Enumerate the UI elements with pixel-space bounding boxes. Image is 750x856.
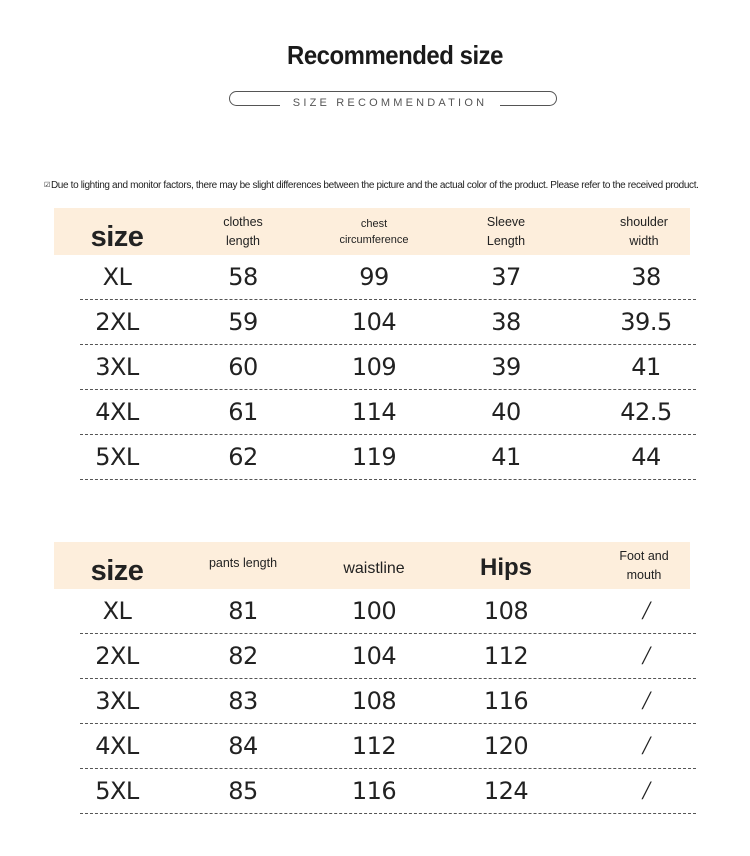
page-subtitle: SIZE RECOMMENDATION	[280, 97, 500, 109]
value-cell: 62	[228, 443, 258, 471]
value-cell: 104	[351, 308, 397, 336]
value-cell: 84	[228, 732, 258, 760]
size-cell: 4XL	[95, 732, 139, 760]
value-cell: 82	[228, 642, 258, 670]
value-cell: 109	[351, 353, 397, 381]
value-cell: 112	[351, 732, 397, 760]
table-row	[80, 255, 696, 300]
header-label: clothes length	[223, 214, 263, 248]
top-size-table	[54, 208, 690, 480]
value-cell: 85	[228, 777, 258, 805]
table-row	[80, 724, 696, 769]
header-hips	[456, 542, 556, 589]
value-cell: 59	[228, 308, 258, 336]
header-waistline	[324, 542, 424, 589]
header-label: Hips	[479, 554, 532, 581]
value-cell: 42.5	[620, 398, 672, 426]
header-size: size	[90, 221, 144, 253]
table-row	[80, 435, 696, 480]
header-label: pants length	[208, 556, 278, 570]
header-foot-and-mouth	[594, 542, 694, 589]
header-label: shoulder width	[620, 214, 668, 248]
value-cell: /	[642, 641, 650, 670]
value-cell: 108	[351, 687, 397, 715]
value-cell: 116	[483, 687, 529, 715]
header-sleeve-length	[456, 208, 556, 255]
page-title: Recommended size	[287, 40, 503, 70]
value-cell: 38	[491, 308, 521, 336]
table-row	[80, 634, 696, 679]
header-label: Sleeve Length	[486, 214, 526, 248]
value-cell: 100	[351, 597, 397, 625]
table-header	[54, 542, 690, 589]
value-cell: 119	[351, 443, 397, 471]
table-row	[80, 345, 696, 390]
value-cell: 39.5	[620, 308, 672, 336]
checkbox-icon: ☑	[44, 182, 50, 189]
value-cell: 108	[483, 597, 529, 625]
table-row	[80, 589, 696, 634]
value-cell: 60	[228, 353, 258, 381]
size-cell: 4XL	[95, 398, 139, 426]
value-cell: 41	[491, 443, 521, 471]
header-label: Foot and mouth	[619, 548, 669, 582]
value-cell: 39	[491, 353, 521, 381]
table-row	[80, 300, 696, 345]
header-label: chest circumference	[339, 217, 409, 246]
size-cell: 2XL	[95, 642, 139, 670]
size-cell: 3XL	[95, 687, 139, 715]
value-cell: 116	[351, 777, 397, 805]
size-cell: 2XL	[95, 308, 139, 336]
table-row	[80, 390, 696, 435]
table-header	[54, 208, 690, 255]
value-cell: 61	[228, 398, 258, 426]
header-chest-circumference	[324, 208, 424, 255]
value-cell: /	[642, 776, 650, 805]
value-cell: 81	[228, 597, 258, 625]
value-cell: 114	[351, 398, 397, 426]
value-cell: 40	[491, 398, 521, 426]
header-size: size	[90, 555, 144, 587]
size-cell: 5XL	[95, 443, 139, 471]
table-row	[80, 679, 696, 724]
size-cell: 5XL	[95, 777, 139, 805]
value-cell: 124	[483, 777, 529, 805]
value-cell: 120	[483, 732, 529, 760]
disclaimer-text: Due to lighting and monitor factors, there may be slight differences between the picture and the actual color of the product. Please refer to the received product.	[50, 180, 699, 191]
value-cell: 41	[631, 353, 661, 381]
value-cell: 112	[483, 642, 529, 670]
size-cell: 3XL	[95, 353, 139, 381]
table-row	[80, 769, 696, 814]
header-shoulder-width	[594, 208, 694, 255]
value-cell: 83	[228, 687, 258, 715]
value-cell: 44	[631, 443, 661, 471]
value-cell: 104	[351, 642, 397, 670]
color-disclaimer-note	[44, 180, 709, 191]
value-cell: 38	[631, 263, 661, 291]
value-cell: /	[642, 596, 650, 625]
header-clothes-length	[193, 208, 293, 255]
size-cell: XL	[102, 597, 132, 625]
value-cell: /	[642, 731, 650, 760]
value-cell: 99	[359, 263, 389, 291]
header-pants-length	[193, 542, 293, 589]
header-label: waistline	[343, 560, 405, 577]
value-cell: 37	[491, 263, 521, 291]
value-cell: /	[642, 686, 650, 715]
value-cell: 58	[228, 263, 258, 291]
bottom-size-table	[54, 542, 690, 814]
size-cell: XL	[102, 263, 132, 291]
